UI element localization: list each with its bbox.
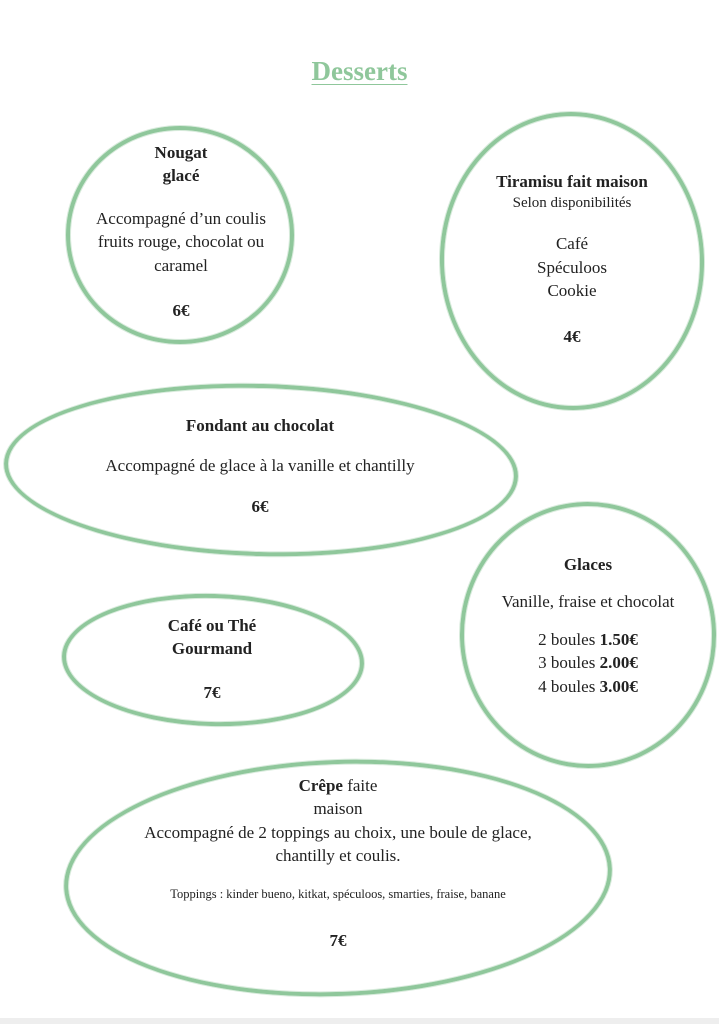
glaces-option-4-price: 3.00€ [599, 676, 638, 696]
glaces-item [468, 553, 708, 698]
glaces-option-3-label: 3 boules [538, 653, 596, 673]
nougat-name-line2: glacé [162, 166, 200, 186]
page-bottom-edge [0, 1018, 719, 1024]
fondant-price: 6€ [251, 496, 269, 516]
crepe-name-bold: Crêpe [298, 776, 343, 795]
cafe-name-line1: Café ou Thé [167, 616, 257, 635]
tiramisu-flavor-2: Spéculoos [537, 257, 607, 277]
crepe-name-line2: maison [313, 799, 363, 819]
glaces-option-2-price: 1.50€ [599, 629, 638, 649]
crepe-item [90, 774, 586, 953]
glaces-name: Glaces [563, 555, 613, 574]
page-title: Desserts [311, 56, 408, 86]
cafe-price: 7€ [203, 682, 221, 702]
nougat-desc-line1: Accompagné d’un coulis [96, 208, 266, 228]
glaces-option-3-price: 2.00€ [599, 653, 638, 673]
cafe-item [92, 614, 332, 704]
glaces-option-2 [468, 628, 708, 651]
tiramisu-flavor-3: Cookie [547, 281, 597, 301]
tiramisu-item [448, 170, 696, 348]
crepe-name-rest: faite [342, 776, 378, 795]
glaces-flavors: Vanille, fraise et chocolat [501, 592, 675, 612]
tiramisu-price: 4€ [563, 326, 581, 346]
crepe-name-line1 [90, 774, 586, 797]
nougat-name-line1: Nougat [154, 143, 208, 162]
fondant-item [30, 414, 490, 518]
fondant-name: Fondant au chocolat [185, 416, 335, 435]
nougat-desc-line2: fruits rouge, chocolat ou [97, 232, 265, 252]
glaces-option-4-label: 4 boules [538, 676, 596, 696]
crepe-desc-line2: chantilly et coulis. [275, 846, 401, 866]
crepe-toppings: Toppings : kinder bueno, kitkat, spéculoos, smarties, fraise, banane [170, 886, 506, 901]
crepe-desc-line1: Accompagné de 2 toppings au choix, une boule de glace, [144, 822, 532, 842]
cafe-name-line2: Gourmand [171, 639, 253, 659]
fondant-desc: Accompagné de glace à la vanille et chantilly [105, 456, 415, 476]
nougat-desc-line3: caramel [154, 255, 208, 275]
nougat-price: 6€ [172, 301, 190, 321]
glaces-option-3 [468, 651, 708, 674]
glaces-option-2-label: 2 boules [538, 629, 596, 649]
tiramisu-note: Selon disponibilités [512, 195, 632, 212]
tiramisu-flavor-1: Café [555, 234, 589, 254]
nougat-item [70, 141, 292, 323]
crepe-price: 7€ [329, 931, 347, 951]
tiramisu-name: Tiramisu fait maison [496, 172, 648, 191]
glaces-option-4 [468, 675, 708, 698]
